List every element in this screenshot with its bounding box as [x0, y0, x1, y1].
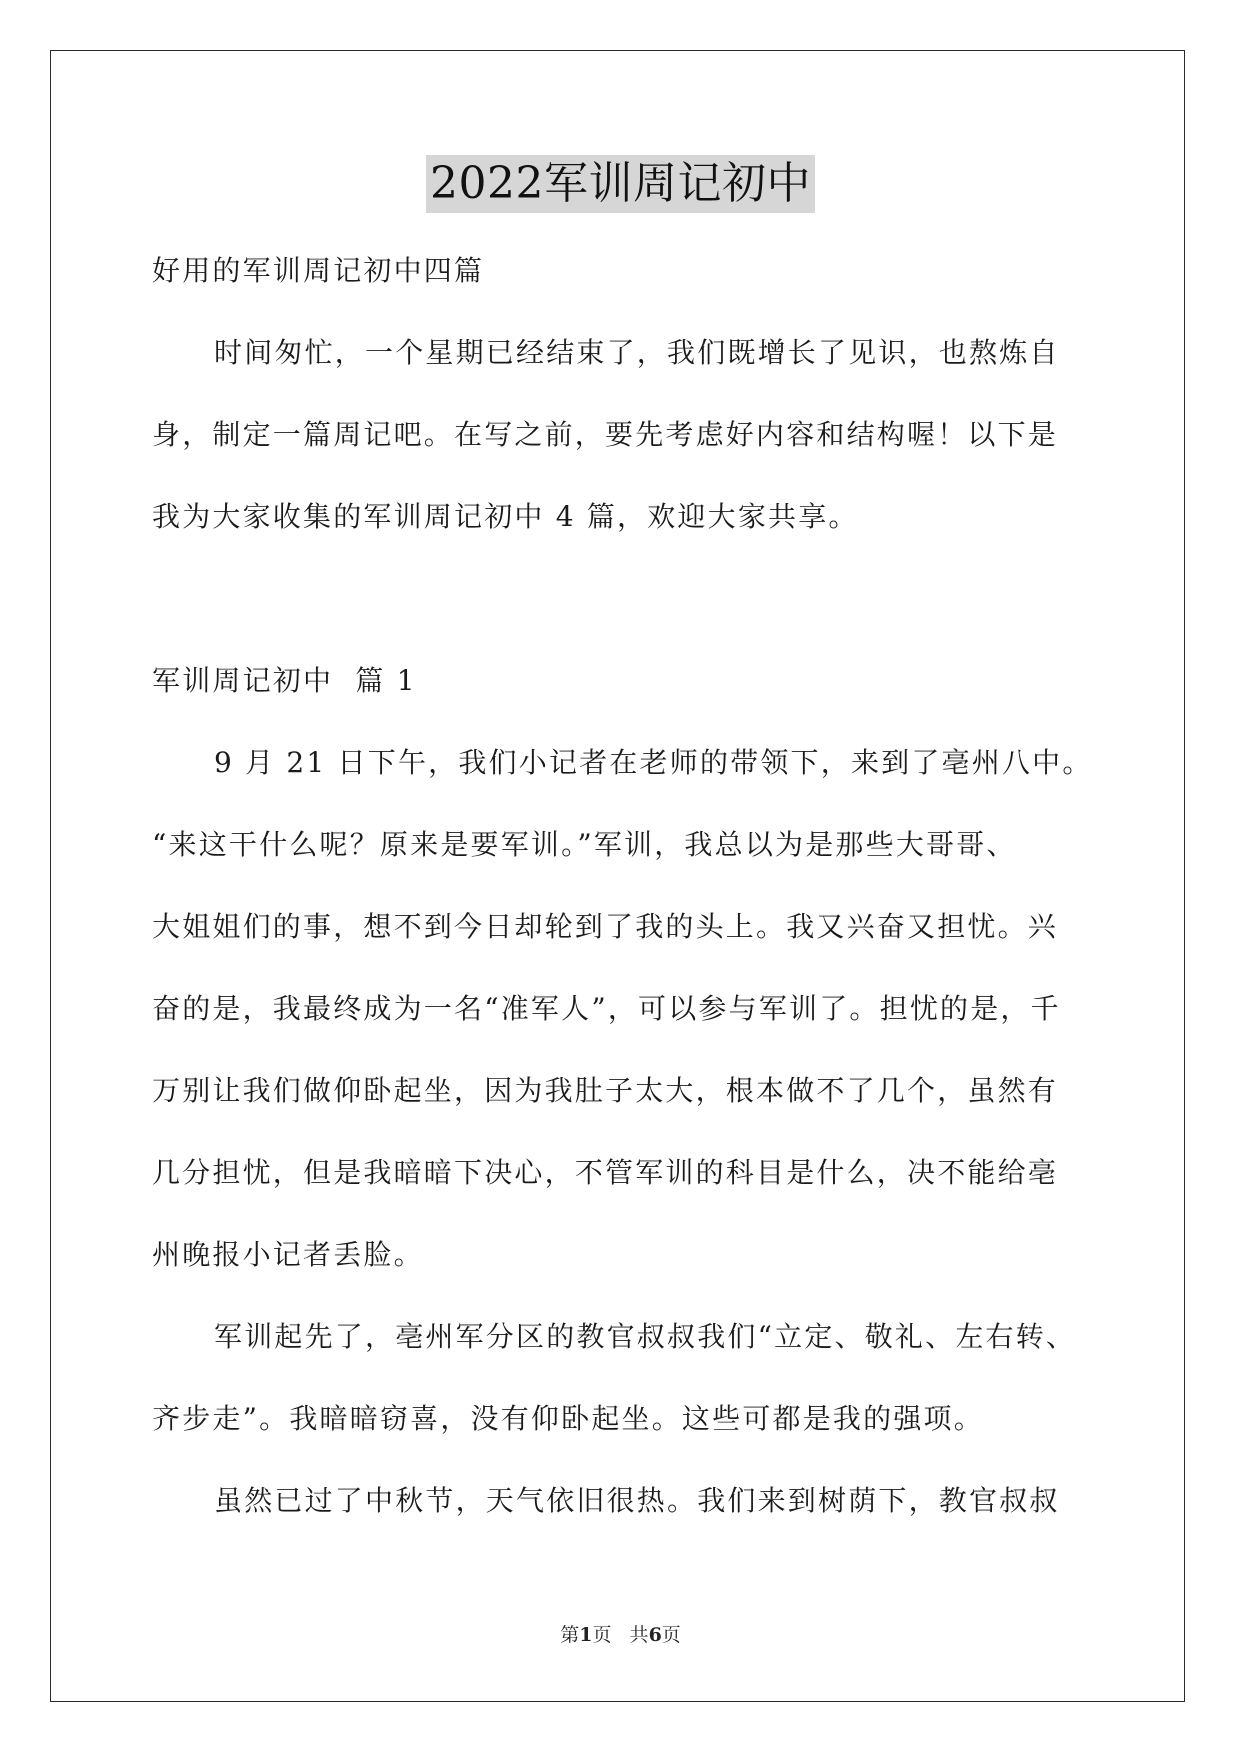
subtitle: 好用的军训周记初中四篇	[152, 254, 485, 287]
section-heading: 军训周记初中 篇 1	[152, 664, 417, 697]
para1-line-7: 州晚报小记者丢脸。	[152, 1238, 424, 1271]
para2-line-1: 军训起先了，亳州军分区的教官叔叔我们“立定、敬礼、左右转、	[214, 1320, 1077, 1353]
current-page-number: 1	[579, 1624, 593, 1646]
footer-suffix: 页	[661, 1624, 681, 1646]
total-pages-number: 6	[648, 1624, 662, 1646]
title-container	[0, 155, 1241, 213]
para1-line-6: 几分担忧，但是我暗暗下决心，不管军训的科目是什么，决不能给亳	[152, 1156, 1059, 1189]
intro-line-1: 时间匆忙，一个星期已经结束了，我们既增长了见识，也熬炼自	[214, 336, 1060, 369]
para2-line-2: 齐步走”。我暗暗窃喜，没有仰卧起坐。这些可都是我的强项。	[152, 1402, 984, 1435]
section-spacer	[152, 558, 1092, 640]
intro-line-3: 我为大家收集的军训周记初中 4 篇，欢迎大家共享。	[152, 500, 859, 533]
intro-line-2: 身，制定一篇周记吧。在写之前，要先考虑好内容和结构喔！以下是	[152, 418, 1059, 451]
document-title: 2022军训周记初中	[426, 155, 815, 213]
footer-prefix: 第	[560, 1624, 580, 1646]
para1-line-4: 奋的是，我最终成为一名“准军人”，可以参与军训了。担忧的是，千	[152, 992, 1061, 1025]
para1-line-1: 9 月 21 日下午，我们小记者在老师的带领下，来到了亳州八中。	[214, 746, 1093, 779]
footer-mid: 页 共	[592, 1624, 649, 1646]
para3-line-1: 虽然已过了中秋节，天气依旧很热。我们来到树荫下，教官叔叔	[214, 1484, 1060, 1517]
para1-line-5: 万别让我们做仰卧起坐，因为我肚子太大，根本做不了几个，虽然有	[152, 1074, 1059, 1107]
document-body	[152, 230, 1092, 1542]
page-footer	[0, 1620, 1241, 1647]
para1-line-2: “来这干什么呢？原来是要军训。”军训，我总以为是那些大哥哥、	[152, 828, 1017, 861]
para1-line-3: 大姐姐们的事，想不到今日却轮到了我的头上。我又兴奋又担忧。兴	[152, 910, 1059, 943]
